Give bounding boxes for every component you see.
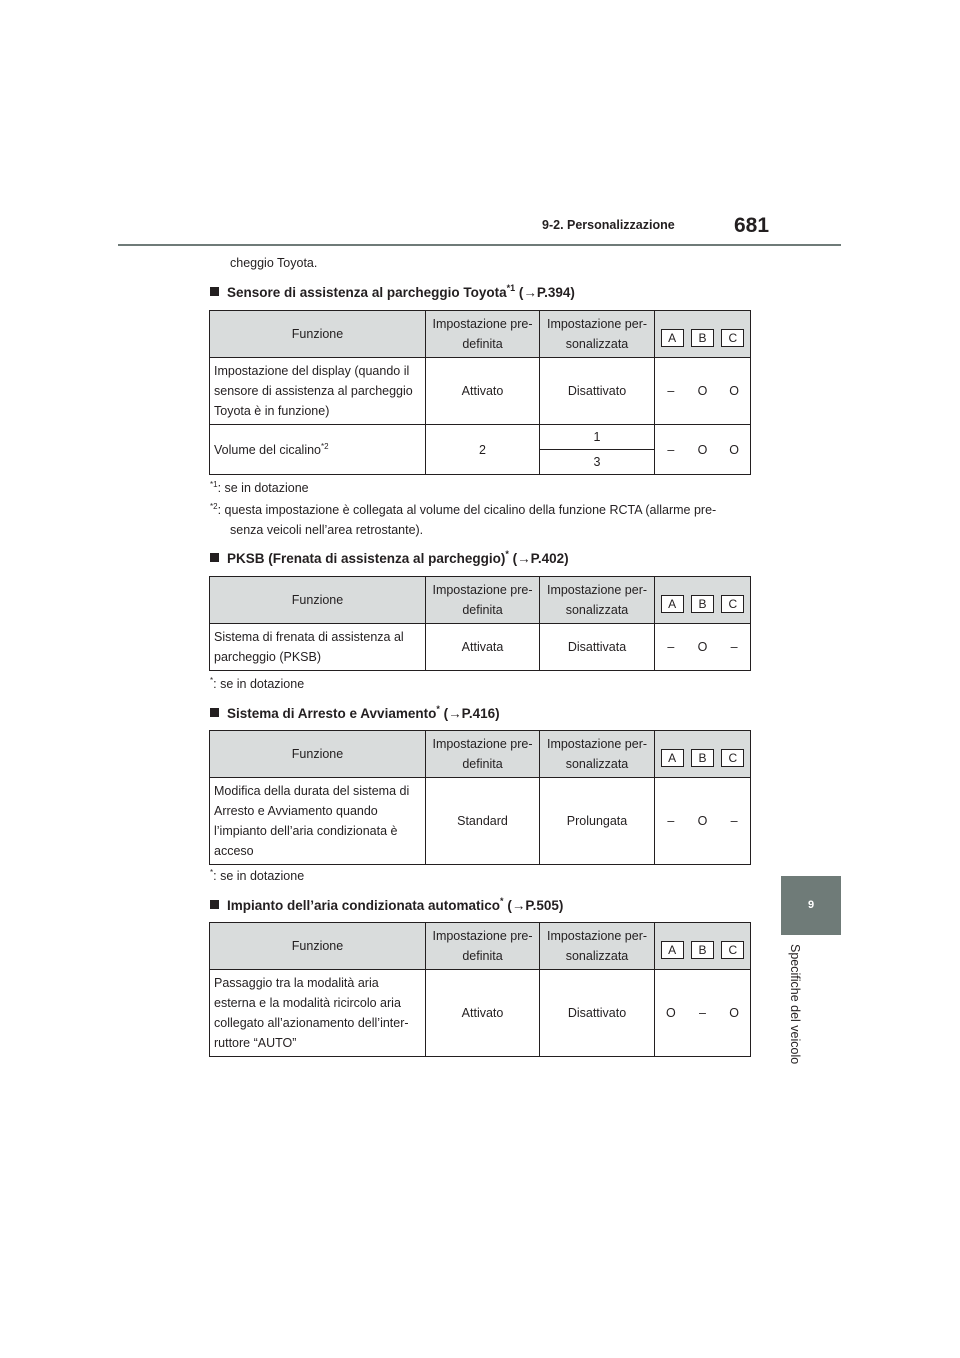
bullet-square-icon: [210, 708, 219, 717]
intro-text: cheggio Toyota.: [230, 256, 318, 270]
label-b: B: [691, 749, 714, 767]
custom-cell: Disattivato: [540, 358, 655, 425]
section-heading: PKSB (Frenata di assistenza al parcheggio)* (→P.402): [210, 551, 569, 566]
custom-cell: Disattivato: [540, 970, 655, 1057]
function-cell: Volume del cicalino$^{*2}$: [210, 425, 426, 475]
bullet-square-icon: [210, 553, 219, 562]
col-header-custom: Impostazione per- sonalizzata: [540, 923, 655, 970]
footnote: $^{*2}$: questa impostazione è collegata al volume del cicalino della funzione RCTA (allarme pre- senza veicoli nell’area retrostante).: [210, 502, 717, 537]
col-header-function: Funzione: [210, 311, 426, 358]
label-c: C: [721, 941, 744, 959]
label-c: C: [721, 329, 744, 347]
settings-table: [209, 576, 751, 671]
label-a: A: [661, 941, 684, 959]
table-row: [210, 970, 751, 1057]
abc-cell: O – O: [655, 970, 751, 1057]
abc-cell: – O –: [655, 624, 751, 671]
abc-cell: – O O: [655, 358, 751, 425]
page-reference[interactable]: (→P.505): [507, 898, 564, 913]
col-header-function: Funzione: [210, 577, 426, 624]
abc-cell: – O O: [655, 425, 751, 475]
label-b: B: [691, 941, 714, 959]
footnote: *: se in dotazione: [210, 868, 305, 883]
col-header-abc: [655, 731, 751, 778]
col-header-default: Impostazione pre- definita: [426, 923, 540, 970]
label-a: A: [661, 595, 684, 613]
col-header-custom: Impostazione per- sonalizzata: [540, 577, 655, 624]
col-header-custom: Impostazione per- sonalizzata: [540, 311, 655, 358]
label-c: C: [721, 595, 744, 613]
footnote: *: se in dotazione: [210, 676, 305, 691]
custom-cell: Disattivata: [540, 624, 655, 671]
function-cell: Passaggio tra la modalità aria esterna e la modalità ricircolo aria collegato all’azionamento dell’inter- ruttore “AUTO”: [210, 970, 426, 1057]
label-a: A: [661, 329, 684, 347]
col-header-abc: [655, 577, 751, 624]
page-number: 681: [734, 214, 770, 237]
settings-table: [209, 922, 751, 1057]
default-cell: Attivato: [426, 358, 540, 425]
footnote: $^{*1}$: se in dotazione: [210, 480, 309, 495]
function-cell: Impostazione del display (quando il sensore di assistenza al parcheggio Toyota è in funzione): [210, 358, 426, 425]
settings-table: [209, 310, 751, 475]
default-cell: Attivata: [426, 624, 540, 671]
default-cell: Attivato: [426, 970, 540, 1057]
table-row: [210, 425, 751, 450]
col-header-abc: [655, 923, 751, 970]
label-a: A: [661, 749, 684, 767]
table-row: [210, 624, 751, 671]
bullet-square-icon: [210, 900, 219, 909]
function-cell: Modifica della durata del sistema di Arresto e Avviamento quando l’impianto dell’aria condizionata è acceso: [210, 778, 426, 865]
page-reference[interactable]: (→P.402): [512, 551, 569, 566]
table-row: [210, 778, 751, 865]
page-reference[interactable]: (→P.416): [443, 706, 500, 721]
section-heading: Sensore di assistenza al parcheggio Toyota$^{*1}$ (→P.394): [210, 285, 575, 300]
col-header-function: Funzione: [210, 923, 426, 970]
chapter-tab: 9: [781, 876, 841, 935]
col-header-abc: [655, 311, 751, 358]
abc-cell: – O –: [655, 778, 751, 865]
settings-table: [209, 730, 751, 865]
col-header-default: Impostazione pre- definita: [426, 311, 540, 358]
default-cell: 2: [426, 425, 540, 475]
page-reference[interactable]: (→P.394): [518, 285, 575, 300]
col-header-default: Impostazione pre- definita: [426, 731, 540, 778]
label-b: B: [691, 595, 714, 613]
table-row: [210, 358, 751, 425]
header-rule: [118, 244, 841, 246]
default-cell: Standard: [426, 778, 540, 865]
custom-cell: Prolungata: [540, 778, 655, 865]
col-header-function: Funzione: [210, 731, 426, 778]
custom-cell: 3: [540, 450, 655, 475]
col-header-custom: Impostazione per- sonalizzata: [540, 731, 655, 778]
section-heading: Sistema di Arresto e Avviamento* (→P.416): [210, 706, 500, 721]
section-title: 9-2. Personalizzazione: [542, 218, 675, 232]
bullet-square-icon: [210, 287, 219, 296]
chapter-label: Specifiche del veicolo: [788, 944, 802, 1065]
label-c: C: [721, 749, 744, 767]
label-b: B: [691, 329, 714, 347]
section-heading: Impianto dell’aria condizionata automatico* (→P.505): [210, 898, 563, 913]
col-header-default: Impostazione pre- definita: [426, 577, 540, 624]
function-cell: Sistema di frenata di assistenza al parcheggio (PKSB): [210, 624, 426, 671]
custom-cell: 1: [540, 425, 655, 450]
